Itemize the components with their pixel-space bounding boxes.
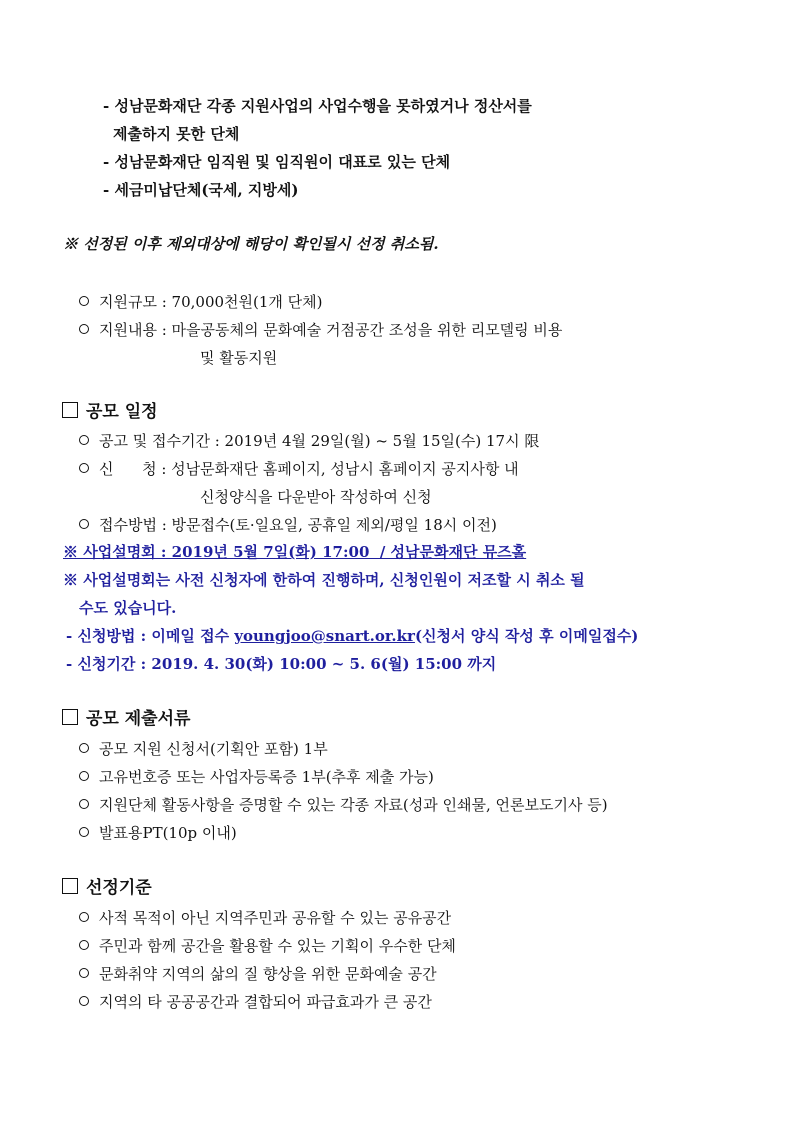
apply-method bbox=[66, 626, 638, 646]
schedule-heading-text: 공모 일정 bbox=[86, 402, 158, 422]
circle-bullet-icon bbox=[79, 996, 89, 1006]
document-item bbox=[79, 795, 608, 815]
circle-bullet-icon bbox=[79, 799, 89, 809]
criteria-heading-text: 선정기준 bbox=[86, 878, 152, 898]
support-scale bbox=[79, 292, 323, 312]
document-item-text: 발표용PT(10p 이내) bbox=[99, 824, 237, 842]
excluded-item-3: - 세금미납단체(국세, 지방세) bbox=[103, 181, 299, 199]
briefing-note-cont: 수도 있습니다. bbox=[79, 599, 177, 617]
circle-bullet-icon bbox=[79, 771, 89, 781]
criteria-item bbox=[79, 964, 437, 984]
schedule-period bbox=[79, 431, 539, 451]
excluded-item-2: - 성남문화재단 임직원 및 임직원이 대표로 있는 단체 bbox=[103, 153, 451, 171]
apply-method-suffix: (신청서 양식 작성 후 이메일접수) bbox=[414, 627, 639, 645]
document-item-text: 공모 지원 신청서(기획안 포함) 1부 bbox=[99, 740, 328, 758]
excluded-item-1-cont: 제출하지 못한 단체 bbox=[113, 125, 240, 143]
support-content-cont: 및 활동지원 bbox=[200, 349, 278, 367]
schedule-apply-text: 신 청 : 성남문화재단 홈페이지, 성남시 홈페이지 공지사항 내 bbox=[99, 460, 519, 478]
email-link[interactable]: youngjoo@snart.or.kr bbox=[234, 627, 415, 645]
excluded-item-1: - 성남문화재단 각종 지원사업의 사업수행을 못하였거나 정산서를 bbox=[103, 97, 532, 115]
section-heading-schedule bbox=[62, 401, 158, 423]
circle-bullet-icon bbox=[79, 940, 89, 950]
document-item bbox=[79, 767, 434, 787]
circle-bullet-icon bbox=[79, 968, 89, 978]
criteria-item-text: 문화취약 지역의 삶의 질 향상을 위한 문화예술 공간 bbox=[99, 965, 437, 983]
criteria-item bbox=[79, 936, 456, 956]
document-item-text: 지원단체 활동사항을 증명할 수 있는 각종 자료(성과 인쇄물, 언론보도기사 등) bbox=[99, 796, 608, 814]
document-item bbox=[79, 739, 328, 759]
circle-bullet-icon bbox=[79, 743, 89, 753]
documents-heading-text: 공모 제출서류 bbox=[86, 709, 191, 729]
criteria-item-text: 지역의 타 공공공간과 결합되어 파급효과가 큰 공간 bbox=[99, 993, 432, 1011]
checkbox-square-icon bbox=[62, 709, 78, 725]
schedule-period-text: 공고 및 접수기간 : 2019년 4월 29일(월) ~ 5월 15일(수) 17시 限 bbox=[99, 432, 540, 450]
checkbox-square-icon bbox=[62, 878, 78, 894]
section-heading-criteria bbox=[62, 877, 152, 899]
section-heading-documents bbox=[62, 708, 190, 730]
support-content bbox=[79, 320, 562, 340]
support-scale-text: 지원규모 : 70,000천원(1개 단체) bbox=[99, 293, 323, 311]
schedule-apply bbox=[79, 459, 519, 479]
schedule-method bbox=[79, 515, 497, 535]
document-item bbox=[79, 823, 237, 843]
apply-period: - 신청기간 : 2019. 4. 30(화) 10:00 ~ 5. 6(월) 15:00 까지 bbox=[66, 655, 497, 673]
circle-bullet-icon bbox=[79, 296, 89, 306]
support-content-text: 지원내용 : 마을공동체의 문화예술 거점공간 조성을 위한 리모델링 비용 bbox=[99, 321, 563, 339]
cancel-note: ※ 선정된 이후 제외대상에 해당이 확인될시 선정 취소됨. bbox=[63, 235, 439, 253]
circle-bullet-icon bbox=[79, 463, 89, 473]
briefing-info: ※ 사업설명회 : 2019년 5월 7일(화) 17:00 / 성남문화재단 뮤즈홀 bbox=[63, 543, 527, 561]
circle-bullet-icon bbox=[79, 827, 89, 837]
criteria-item-text: 사적 목적이 아닌 지역주민과 공유할 수 있는 공유공간 bbox=[99, 909, 452, 927]
apply-method-prefix: - 신청방법 : 이메일 접수 bbox=[66, 627, 235, 645]
criteria-item bbox=[79, 992, 432, 1012]
circle-bullet-icon bbox=[79, 324, 89, 334]
schedule-apply-cont: 신청양식을 다운받아 작성하여 신청 bbox=[200, 488, 432, 506]
criteria-item-text: 주민과 함께 공간을 활용할 수 있는 기획이 우수한 단체 bbox=[99, 937, 456, 955]
criteria-item bbox=[79, 908, 451, 928]
checkbox-square-icon bbox=[62, 402, 78, 418]
document-item-text: 고유번호증 또는 사업자등록증 1부(추후 제출 가능) bbox=[99, 768, 434, 786]
circle-bullet-icon bbox=[79, 912, 89, 922]
circle-bullet-icon bbox=[79, 435, 89, 445]
schedule-method-text: 접수방법 : 방문접수(토·일요일, 공휴일 제외/평일 18시 이전) bbox=[99, 516, 497, 534]
circle-bullet-icon bbox=[79, 519, 89, 529]
briefing-note: ※ 사업설명회는 사전 신청자에 한하여 진행하며, 신청인원이 저조할 시 취소 될 bbox=[63, 571, 585, 589]
